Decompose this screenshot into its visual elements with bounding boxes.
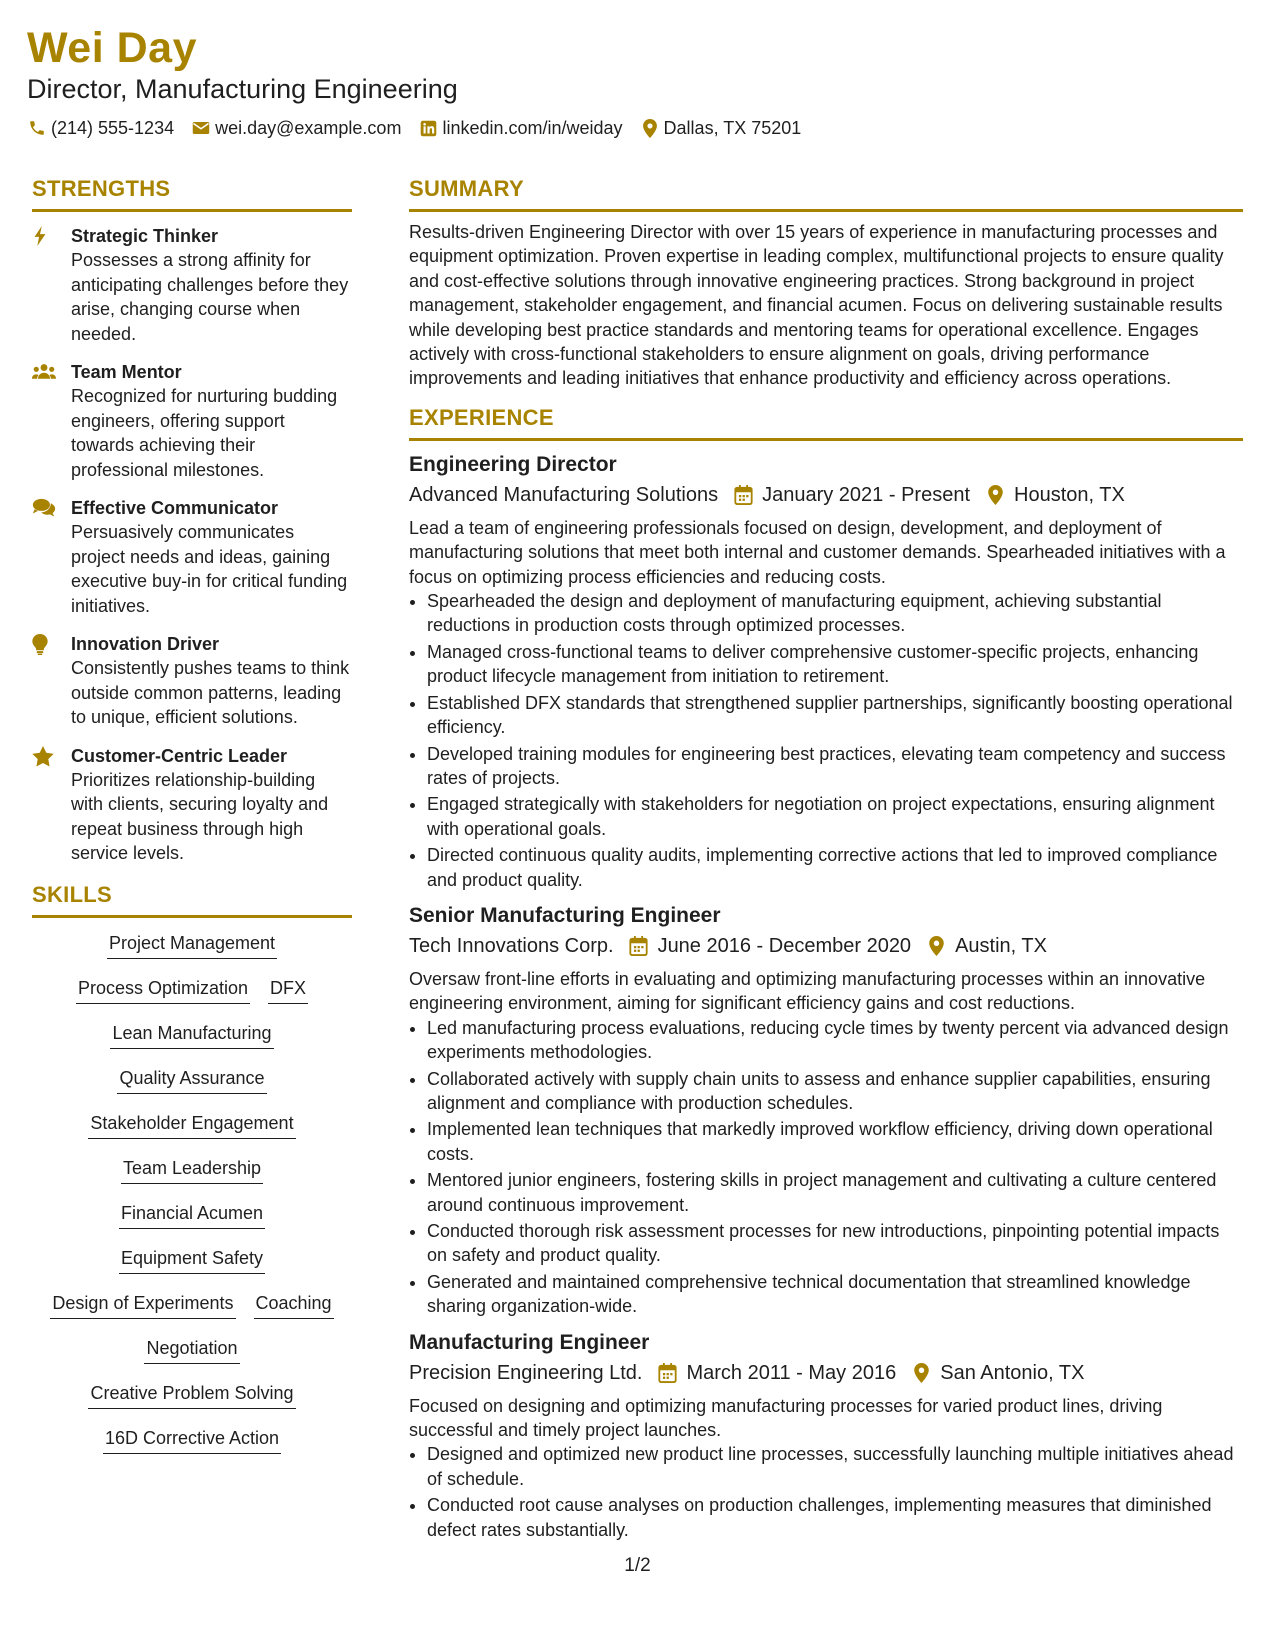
skills-row: [79, 1381, 304, 1426]
strength-item: [32, 224, 352, 346]
job-meta: [409, 481, 1243, 509]
skill-tag: Process Optimization: [76, 976, 250, 1004]
map-pin-icon: [984, 484, 1006, 506]
strength-title: Strategic Thinker: [71, 226, 219, 246]
strength-description: Recognized for nurturing budding engineers, offering support towards achieving their professional milestones.: [71, 386, 338, 480]
strength-title: Innovation Driver: [71, 634, 220, 654]
phone-icon: [27, 118, 47, 138]
strength-title: Effective Communicator: [71, 498, 279, 518]
skills-row: [98, 931, 286, 976]
job-bullets: [409, 1016, 1243, 1319]
map-pin-icon: [640, 118, 660, 138]
job-meta: [409, 932, 1243, 960]
star-icon: [32, 744, 71, 866]
skill-tag: DFX: [268, 976, 308, 1004]
skills-row: [79, 1111, 304, 1156]
skill-tag: Design of Experiments: [50, 1291, 235, 1319]
job-company: Precision Engineering Ltd.: [409, 1361, 643, 1384]
job-location: Houston, TX: [1014, 483, 1125, 506]
job-company: Advanced Manufacturing Solutions: [409, 483, 719, 506]
calendar-icon: [656, 1362, 678, 1384]
linkedin-text: linkedin.com/in/weiday: [442, 118, 623, 138]
skill-tag: Team Leadership: [121, 1156, 263, 1184]
users-icon: [32, 360, 71, 482]
skill-tag: Creative Problem Solving: [88, 1381, 295, 1409]
strength-item: [32, 744, 352, 866]
job-bullet: • Established DFX standards that strengthened supplier partnerships, significantly boosting operational efficiency.: [427, 691, 1243, 740]
strength-item: [32, 632, 352, 730]
skills-row: [108, 1066, 275, 1111]
strength-item: [32, 360, 352, 482]
job-bullet: • Directed continuous quality audits, implementing corrective actions that led to improved compliance and product quality.: [427, 843, 1243, 892]
job-dates: January 2021 - Present: [762, 483, 970, 506]
candidate-role: Director, Manufacturing Engineering: [27, 74, 458, 104]
job-bullet: • Spearheaded the design and deployment of manufacturing equipment, achieving substantial reductions in production costs through optimized processes.: [427, 589, 1243, 638]
map-pin-icon: [925, 935, 947, 957]
strength-title: Team Mentor: [71, 362, 182, 382]
job-bullet: • Conducted root cause analyses on production challenges, implementing measures that diminished defect rates substantially.: [427, 1493, 1243, 1542]
contact-phone[interactable]: [27, 116, 174, 140]
skills-list: [32, 931, 352, 1471]
job-location: Austin, TX: [955, 934, 1047, 957]
job-bullet: • Managed cross-functional teams to deliver comprehensive customer-specific projects, enhancing product lifecycle management from initiation to retirement.: [427, 640, 1243, 689]
job-bullet: • Engaged strategically with stakeholders for negotiation on project expectations, ensuring alignment with operational goals.: [427, 792, 1243, 841]
job-entry: [409, 1329, 1243, 1542]
strengths-list: [32, 224, 352, 866]
skills-row: [135, 1336, 248, 1381]
skill-tag: Lean Manufacturing: [110, 1021, 273, 1049]
skill-tag: Equipment Safety: [119, 1246, 265, 1274]
bolt-icon: [32, 224, 71, 346]
strength-description: Possesses a strong affinity for anticipating challenges before they arise, changing course when needed.: [71, 250, 349, 344]
skills-row: [67, 976, 317, 1021]
job-bullet: • Led manufacturing process evaluations, reducing cycle times by twenty percent via advanced design experiments methodologies.: [427, 1016, 1243, 1065]
job-title: Senior Manufacturing Engineer: [409, 903, 721, 927]
contact-linkedin[interactable]: [418, 116, 622, 140]
skills-row: [101, 1021, 282, 1066]
skills-row: [112, 1156, 272, 1201]
job-bullet: • Designed and optimized new product line processes, successfully launching multiple initiatives ahead of schedule.: [427, 1442, 1243, 1491]
skill-tag: Stakeholder Engagement: [88, 1111, 295, 1139]
strength-item: [32, 496, 352, 618]
comments-icon: [32, 496, 71, 618]
job-title: Manufacturing Engineer: [409, 1330, 650, 1354]
job-bullet: • Mentored junior engineers, fostering skills in project management and cultivating a culture centered around continuous improvement.: [427, 1168, 1243, 1217]
skills-row: [94, 1426, 290, 1471]
candidate-name: Wei Day: [27, 24, 197, 72]
job-description: Oversaw front-line efforts in evaluating and optimizing manufacturing processes within an innovative engineering environment, aiming for significant efficiency gains and cost reductions.: [409, 968, 1206, 1014]
job-company: Tech Innovations Corp.: [409, 934, 614, 957]
skills-row: [110, 1246, 274, 1291]
map-pin-icon: [910, 1362, 932, 1384]
resume-header: [27, 22, 1235, 140]
job-bullet: • Developed training modules for engineering best practices, elevating team competency and success rates of projects.: [427, 742, 1243, 791]
job-entry: [409, 451, 1243, 892]
summary-heading: SUMMARY: [409, 174, 1243, 212]
location-text: Dallas, TX 75201: [663, 118, 802, 138]
lightbulb-icon: [32, 632, 71, 730]
contact-email[interactable]: [191, 116, 401, 140]
summary-text: Results-driven Engineering Director with over 15 years of experience in manufacturing processes and equipment optimization. Proven expertise in leading complex, multifunctional projects to ensure quality and cost-effective solutions through innovative engineering practices. Strong background in project management, stakeholder engagement, and financial acumen. Focus on delivering sustainable results while developing best practice standards and mentoring teams for operational excellence. Engages actively with cross-functional stakeholders to ensure alignment on goals, driving performance improvements and leading initiatives that enhance productivity and efficiency across operations.: [409, 222, 1224, 389]
job-meta: [409, 1359, 1243, 1387]
strength-title: Customer-Centric Leader: [71, 745, 288, 766]
job-description: Focused on designing and optimizing manufacturing processes for varied product lines, driving successful and timely project launches.: [409, 1395, 1163, 1441]
contact-bar: [27, 116, 1235, 140]
job-title: Engineering Director: [409, 452, 617, 476]
job-description: Lead a team of engineering professionals focused on design, development, and deployment of manufacturing solutions that meet both internal and customer demands. Spearheaded initiatives with a focus on optimizing process efficiencies and reducing costs.: [409, 517, 1226, 587]
skill-tag: Financial Acumen: [119, 1201, 265, 1229]
job-dates: June 2016 - December 2020: [657, 934, 912, 957]
skills-row: [110, 1201, 274, 1246]
job-location: San Antonio, TX: [940, 1361, 1085, 1384]
skill-tag: Project Management: [107, 931, 277, 959]
page-number: 1/2: [624, 1555, 651, 1576]
calendar-icon: [628, 935, 650, 957]
contact-location: [640, 116, 802, 140]
linkedin-icon: [418, 118, 438, 138]
job-bullet: • Conducted thorough risk assessment processes for new introductions, pinpointing potential impacts on safety and product quality.: [427, 1219, 1243, 1268]
left-column: [32, 174, 352, 1471]
strength-description: Prioritizes relationship-building with clients, securing loyalty and repeat business through high service levels.: [71, 769, 329, 863]
job-dates: March 2011 - May 2016: [686, 1361, 897, 1384]
job-bullets: [409, 1442, 1243, 1542]
skill-tag: 16D Corrective Action: [103, 1426, 281, 1454]
strength-description: Consistently pushes teams to think outside common patterns, leading to unique, efficient solutions.: [71, 658, 350, 727]
skill-tag: Negotiation: [144, 1336, 239, 1364]
right-column: [409, 174, 1243, 1544]
experience-heading: EXPERIENCE: [409, 403, 1243, 441]
skill-tag: Quality Assurance: [117, 1066, 266, 1094]
email-text: wei.day@example.com: [215, 118, 402, 138]
job-bullet: • Generated and maintained comprehensive technical documentation that streamlined knowledge sharing organization-wide.: [427, 1270, 1243, 1319]
job-entry: [409, 902, 1243, 1319]
job-bullets: [409, 589, 1243, 892]
calendar-icon: [732, 484, 754, 506]
strengths-heading: STRENGTHS: [32, 174, 352, 212]
envelope-icon: [191, 118, 211, 138]
phone-text: (214) 555-1234: [51, 118, 175, 138]
job-bullet: • Collaborated actively with supply chain units to assess and enhance supplier capabilities, ensuring alignment and compliance with production schedules.: [427, 1067, 1243, 1116]
job-bullet: • Implemented lean techniques that markedly improved workflow efficiency, driving down operational costs.: [427, 1117, 1243, 1166]
strength-description: Persuasively communicates project needs and ideas, gaining executive buy-in for critical funding initiatives.: [71, 522, 348, 616]
skill-tag: Coaching: [254, 1291, 334, 1319]
skills-heading: SKILLS: [32, 880, 352, 918]
skills-row: [41, 1291, 342, 1336]
